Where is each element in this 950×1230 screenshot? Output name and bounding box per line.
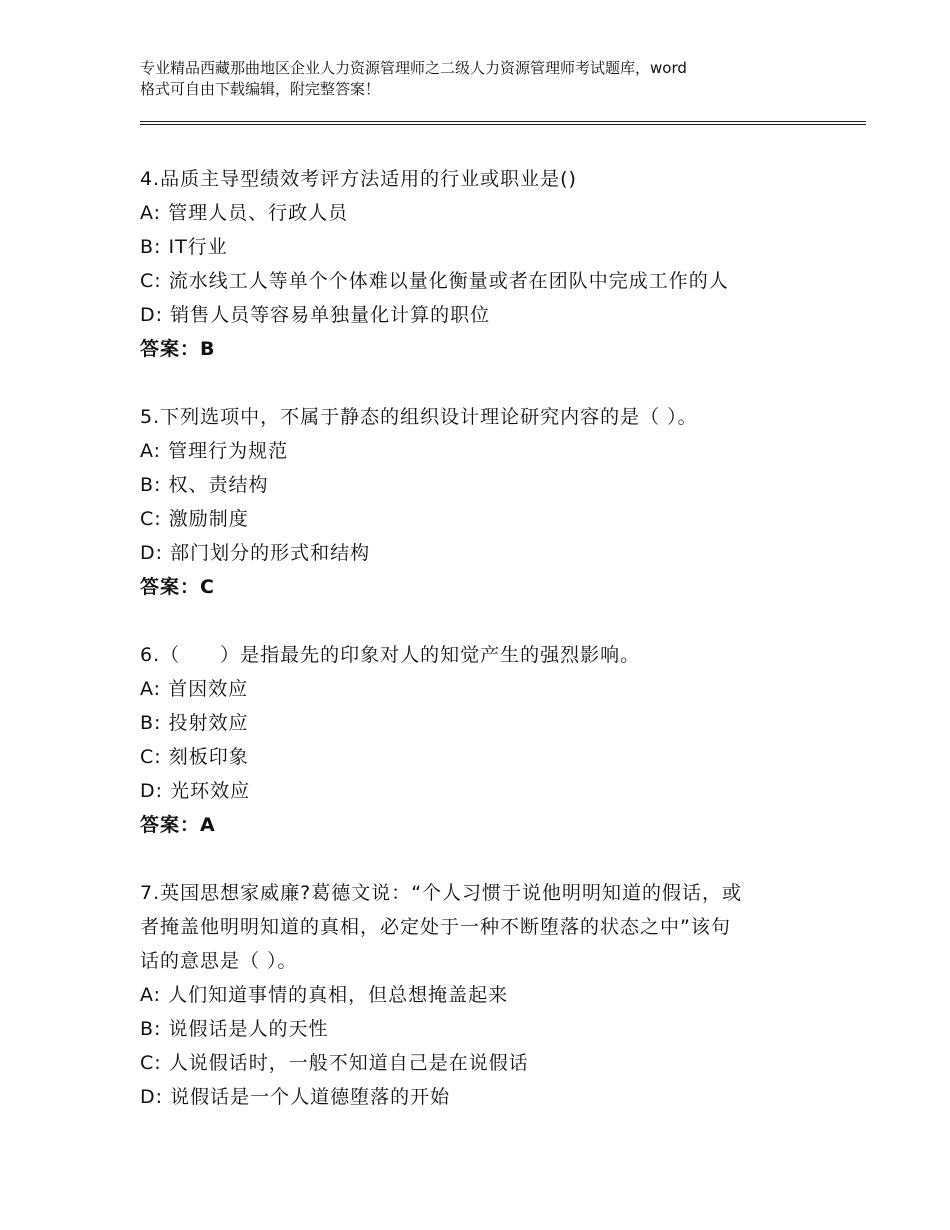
answer-label: 答案：A [140,814,216,836]
question-stem-line-1: 7.英国思想家威廉?葛德文说：“个人习惯于说他明明知道的假话，或 [140,882,743,904]
option-d: D: 光环效应 [140,780,251,802]
document-header [140,58,840,100]
question-5 [140,400,830,604]
answer-label: 答案：B [140,338,216,360]
option-c: C: 激励制度 [140,508,249,530]
option-d: D: 销售人员等容易单独量化计算的职位 [140,304,491,326]
question-stem: 4.品质主导型绩效考评方法适用的行业或职业是() [140,168,577,190]
question-stem: 6.（ ）是指最先的印象对人的知觉产生的强烈影响。 [140,644,641,666]
question-stem-line-2: 者掩盖他明明知道的真相，必定处于一种不断堕落的状态之中”该句 [140,916,731,938]
header-line-2: 格式可自由下载编辑，附完整答案！ [140,80,381,98]
header-divider-top [140,121,866,122]
answer-label: 答案：C [140,576,215,598]
question-7 [140,876,830,1114]
option-a: A: 管理行为规范 [140,440,289,462]
question-list [140,162,830,1148]
question-4 [140,162,830,366]
question-stem: 5.下列选项中，不属于静态的组织设计理论研究内容的是（ ）。 [140,406,698,428]
header-line-1: 专业精品西藏那曲地区企业人力资源管理师之二级人力资源管理师考试题库，word [140,59,687,77]
option-c: C: 人说假话时，一般不知道自己是在说假话 [140,1052,529,1074]
header-divider-bottom [140,124,866,125]
option-b: B: IT行业 [140,236,228,258]
option-d: D: 说假话是一个人道德堕落的开始 [140,1086,451,1108]
option-b: B: 权、责结构 [140,474,269,496]
option-b: B: 投射效应 [140,712,249,734]
option-c: C: 流水线工人等单个个体难以量化衡量或者在团队中完成工作的人 [140,270,729,292]
question-stem-line-3: 话的意思是（ ）。 [140,950,298,972]
option-c: C: 刻板印象 [140,746,249,768]
question-6 [140,638,830,842]
option-a: A: 管理人员、行政人员 [140,202,349,224]
option-a: A: 首因效应 [140,678,249,700]
option-a: A: 人们知道事情的真相，但总想掩盖起来 [140,984,509,1006]
option-d: D: 部门划分的形式和结构 [140,542,371,564]
option-b: B: 说假话是人的天性 [140,1018,329,1040]
